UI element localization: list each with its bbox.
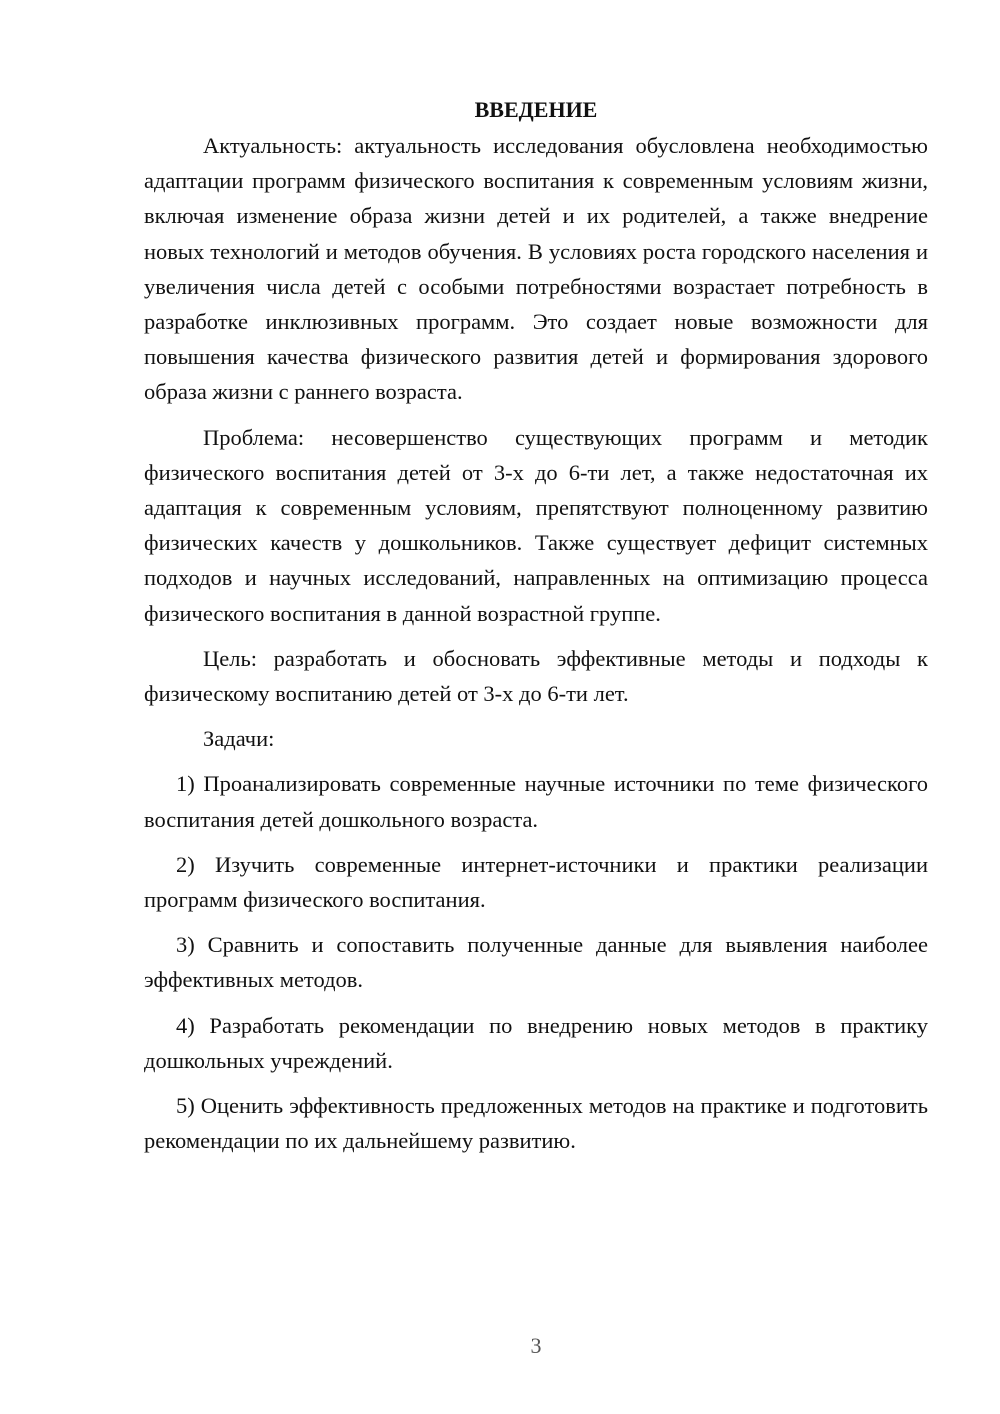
section-title: ВВЕДЕНИЕ xyxy=(474,97,598,122)
task-item-5: 5) Оценить эффективность предложенных методов на практике и подготовить рекомендации по их дальнейшему развитию. xyxy=(144,1093,928,1154)
task-item-4: 4) Разработать рекомендации по внедрению новых методов в практику дошкольных учреждений. xyxy=(144,1012,928,1073)
task-item-1: 1) Проанализировать современные научные источники по теме физического воспитания детей дошкольного возраста. xyxy=(144,771,928,832)
task-item-3: 3) Сравнить и сопоставить полученные данные для выявления наиболее эффективных методов. xyxy=(144,932,928,993)
page-number: 3 xyxy=(530,1333,542,1358)
tasks-list xyxy=(144,766,928,1158)
task-item-2: 2) Изучить современные интернет-источники и практики реализации программ физического воспитания. xyxy=(144,851,928,913)
tasks-heading: Задачи: xyxy=(203,726,275,752)
relevance-paragraph: Актуальность: актуальность исследования обусловлена необходимостью адаптации программ физического воспитания к современным условиям жизни, включая изменение образа жизни детей и их родителей, а также внедрение новых технологий и методов обучения. В условиях роста городского населения и увеличения числа детей с особыми потребностями возрастает потребность в разработке инклюзивных программ. Это создает новые возможности для повышения качества физического развития детей и формирования здорового образа жизни с раннего возраста. xyxy=(144,133,928,405)
problem-paragraph: Проблема: несовершенство существующих программ и методик физического воспитания детей от 3-х до 6-ти лет, а также недостаточная их адаптация к современным условиям, препятствуют полноценному развитию физических качеств у дошкольников. Также существует дефицит системных подходов и научных исследований, направленных на оптимизацию процесса физического воспитания в данной возрастной группе. xyxy=(144,424,928,626)
goal-paragraph: Цель: разработать и обосновать эффективные методы и подходы к физическому воспитанию детей от 3-х до 6-ти лет. xyxy=(144,645,928,707)
document-page xyxy=(144,92,928,1158)
